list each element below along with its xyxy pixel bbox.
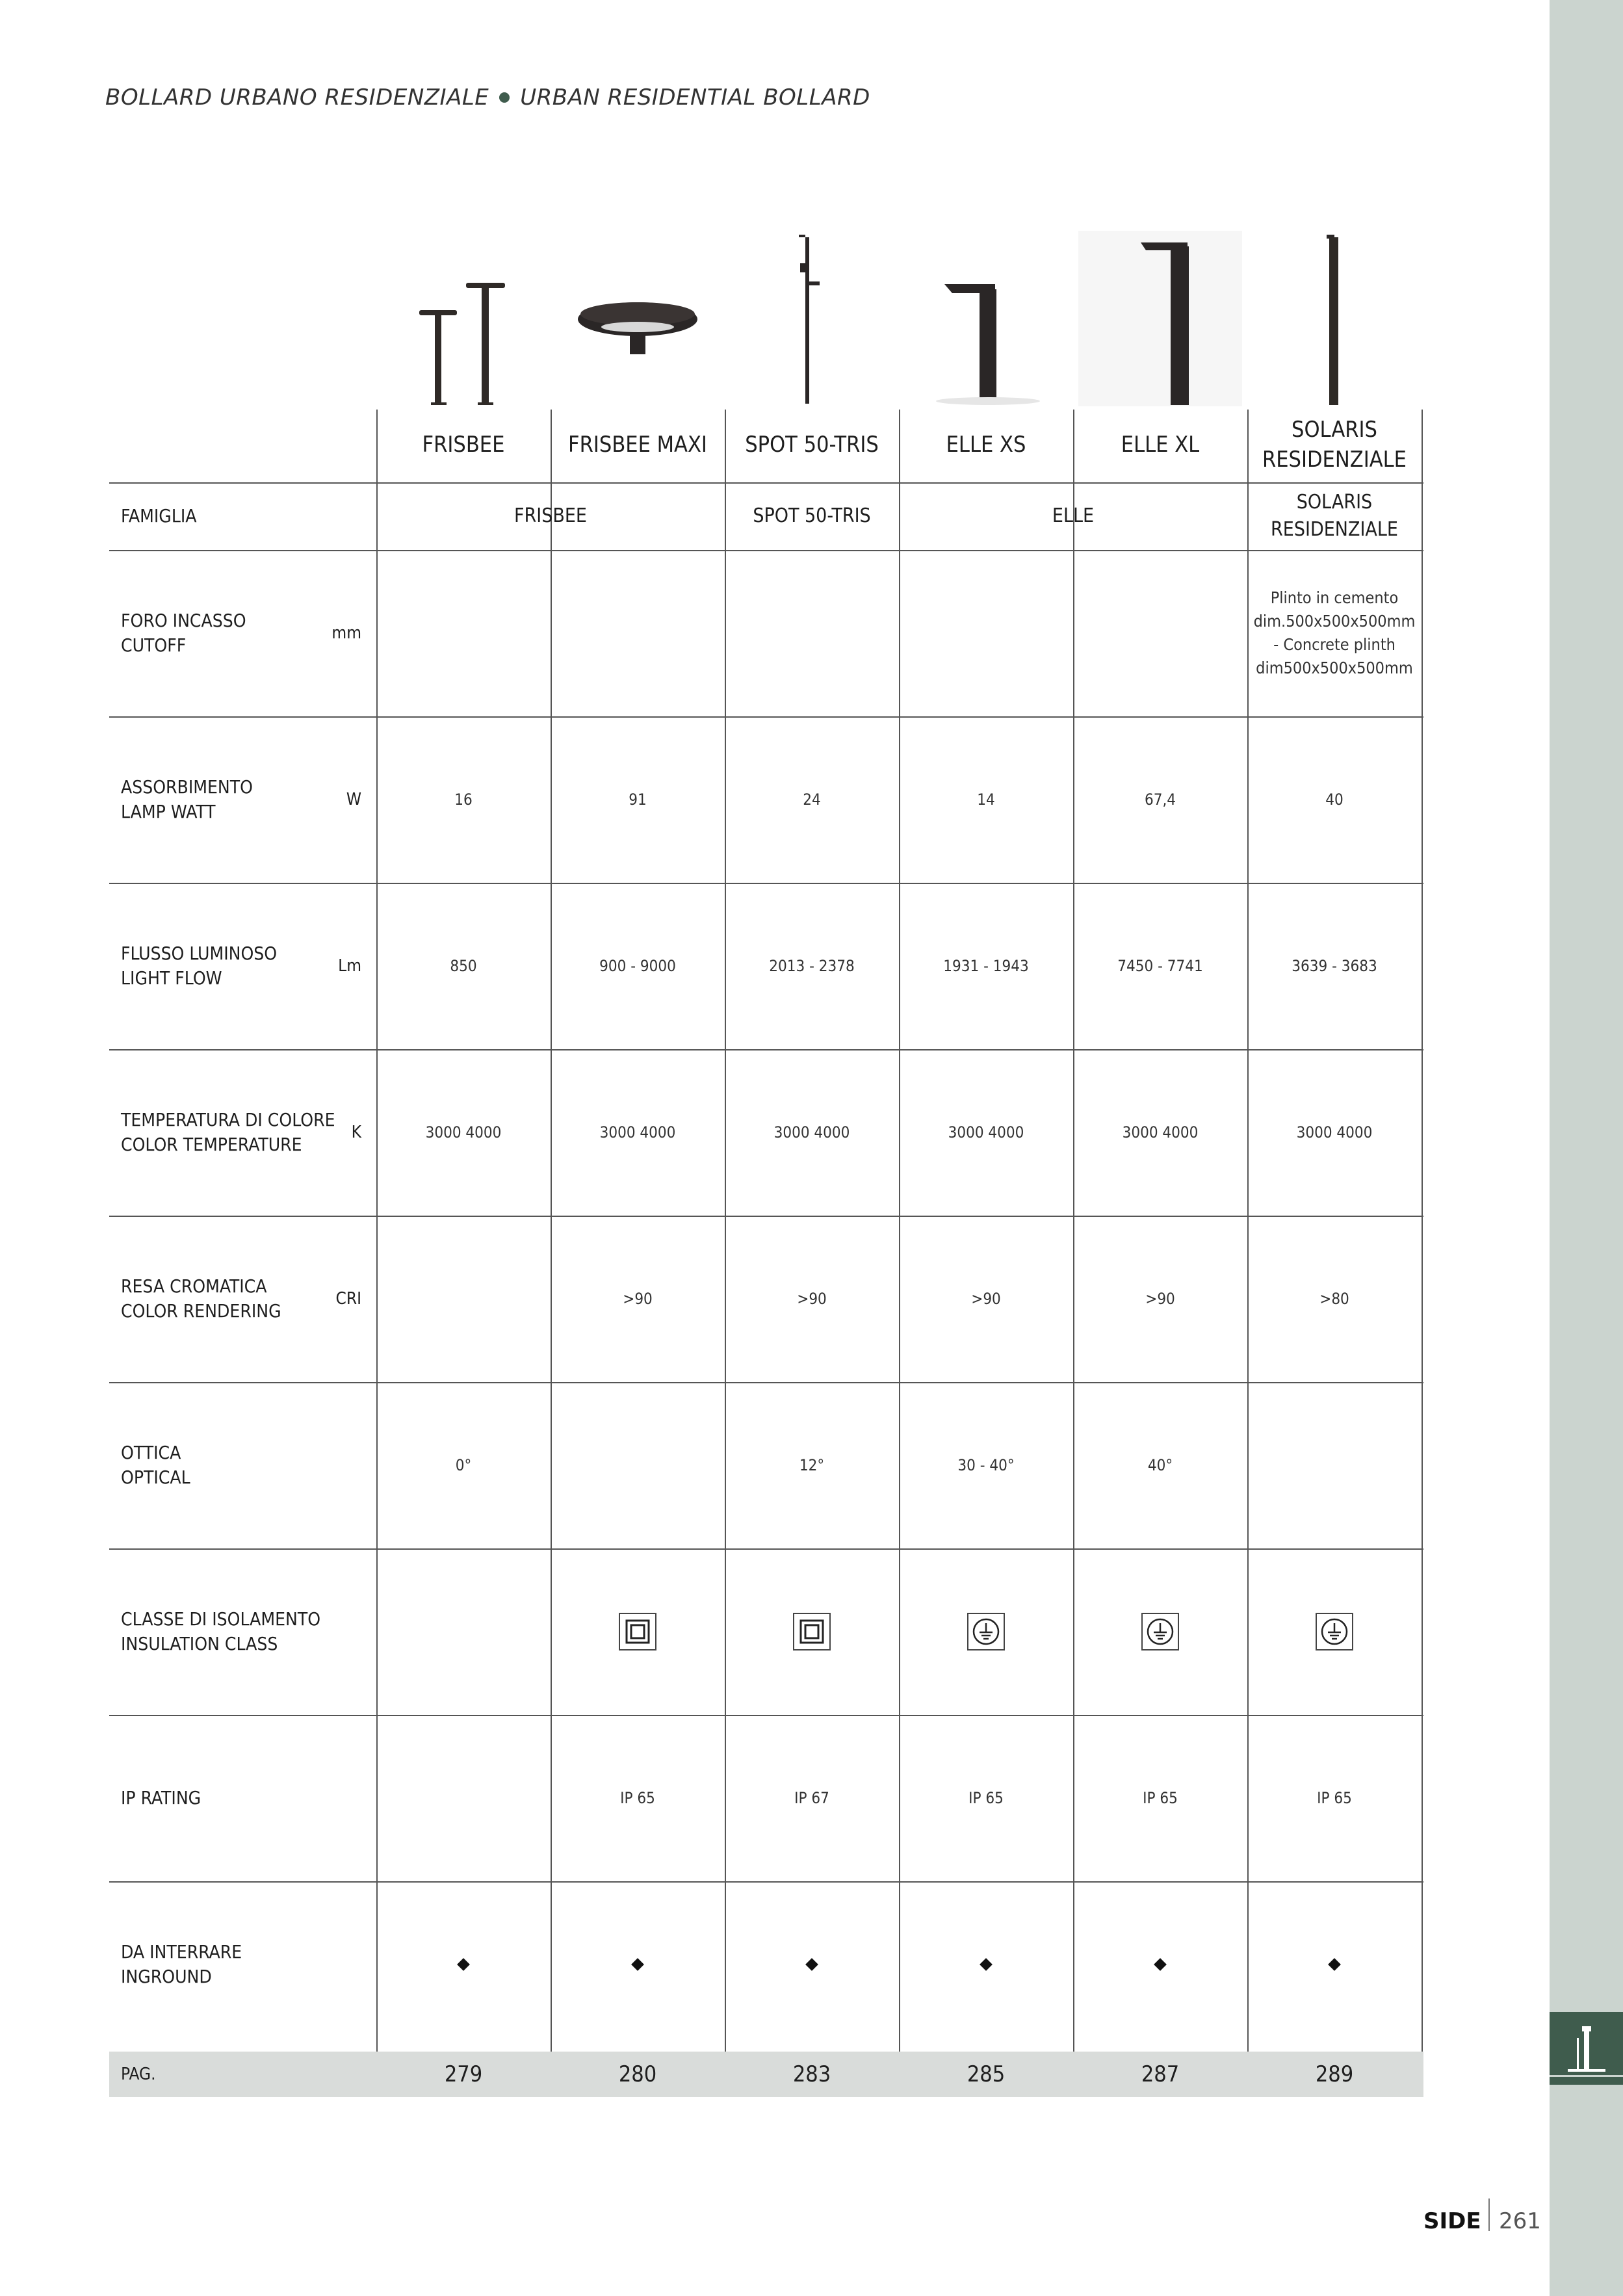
col-header-elle-xl: ELLE XL xyxy=(1121,432,1200,458)
elle-xs-bollard-icon xyxy=(899,231,1073,406)
spec-value: 16 xyxy=(454,790,473,809)
insulation-label: CLASSE DI ISOLAMENTO INSULATION CLASS xyxy=(121,1608,321,1654)
class-ii-double-insulation-icon xyxy=(551,1548,725,1715)
inground-cell xyxy=(899,1881,1073,2048)
spec-value: 40° xyxy=(1147,1456,1173,1474)
inground-cell xyxy=(1073,1881,1247,2048)
page-ref-elle-xl: 287 xyxy=(1141,2061,1180,2087)
section-tab xyxy=(1550,2012,1623,2085)
inground-cell xyxy=(376,1881,551,2048)
spec-value: >90 xyxy=(1145,1290,1175,1308)
section-tab-divider xyxy=(1550,2075,1623,2077)
spec-value: 3000 4000 xyxy=(599,1123,676,1141)
ip-value: IP 65 xyxy=(620,1789,655,1807)
spec-value: 12° xyxy=(799,1456,825,1474)
row-label: FORO INCASSO CUTOFF xyxy=(121,610,246,656)
spec-value: 24 xyxy=(803,790,821,809)
row-label: RESA CROMATICA COLOR RENDERING xyxy=(121,1275,281,1322)
header-dot xyxy=(499,92,510,103)
family-elle: ELLE xyxy=(1052,504,1095,527)
footer-separator xyxy=(1488,2198,1490,2231)
inground-cell xyxy=(551,1881,725,2048)
spec-value: 7450 - 7741 xyxy=(1117,957,1203,975)
ip-value: IP 65 xyxy=(1143,1789,1178,1807)
ip-value: IP 65 xyxy=(1317,1789,1352,1807)
row-label: FLUSSO LUMINOSO LIGHT FLOW xyxy=(121,943,278,989)
spec-value: 14 xyxy=(977,790,995,809)
diamond-icon xyxy=(980,1958,993,1971)
family-label: FAMIGLIA xyxy=(121,505,197,527)
class-ii-double-insulation-icon xyxy=(725,1548,899,1715)
spec-value: 3000 4000 xyxy=(425,1123,502,1141)
spec-value: 1931 - 1943 xyxy=(943,957,1029,975)
spec-value: >80 xyxy=(1319,1290,1349,1308)
page-ref-elle-xs: 285 xyxy=(967,2061,1006,2087)
row-label: ASSORBIMENTO LAMP WATT xyxy=(121,776,253,822)
row-label: OTTICA OPTICAL xyxy=(121,1442,190,1488)
spec-value: 0° xyxy=(455,1456,472,1474)
column-divider xyxy=(376,410,378,2052)
spec-value: 3000 4000 xyxy=(1296,1123,1373,1141)
page-ref-frisbee-maxi: 280 xyxy=(618,2061,657,2087)
col-header-solaris: SOLARIS RESIDENZIALE xyxy=(1262,417,1407,473)
ip-label: IP RATING xyxy=(121,1787,201,1809)
spec-value: 3000 4000 xyxy=(1122,1123,1199,1141)
class-i-earth-icon xyxy=(1073,1548,1247,1715)
spec-value: >90 xyxy=(623,1290,653,1308)
diamond-icon xyxy=(805,1958,818,1971)
spec-value: 2013 - 2378 xyxy=(769,957,855,975)
side-band xyxy=(1550,0,1623,2296)
page-ref-frisbee: 279 xyxy=(444,2061,483,2087)
family-solaris: SOLARIS RESIDENZIALE xyxy=(1271,491,1398,541)
spec-value: 3000 4000 xyxy=(773,1123,850,1141)
footer-page-number: 261 xyxy=(1499,2208,1541,2234)
diamond-icon xyxy=(631,1958,644,1971)
spec-value: 900 - 9000 xyxy=(599,957,676,975)
solaris-bollard-icon xyxy=(1247,231,1422,406)
page-ref-solaris: 289 xyxy=(1315,2061,1354,2087)
ip-value: IP 65 xyxy=(968,1789,1004,1807)
frisbee-bollard-icon xyxy=(376,231,551,406)
diamond-icon xyxy=(1154,1958,1167,1971)
header-english: URBAN RESIDENTIAL BOLLARD xyxy=(520,85,870,111)
diamond-icon xyxy=(457,1958,470,1971)
spot-pole-icon xyxy=(725,231,899,406)
row-unit: mm xyxy=(331,623,361,643)
row-unit: W xyxy=(346,790,361,809)
col-header-frisbee: FRISBEE xyxy=(422,432,505,458)
diamond-icon xyxy=(1328,1958,1341,1971)
bollard-section-icon xyxy=(1564,2022,1609,2074)
row-divider xyxy=(109,550,1423,551)
spec-value: Plinto in cemento dim.500x500x500mm - Concrete plinth dim500x500x500mm xyxy=(1253,588,1416,678)
spec-value: 3000 4000 xyxy=(948,1123,1024,1141)
ip-value: IP 67 xyxy=(794,1789,829,1807)
spec-value: 40 xyxy=(1325,790,1344,809)
col-header-elle-xs: ELLE XS xyxy=(946,432,1026,458)
class-i-earth-icon xyxy=(1247,1548,1422,1715)
inground-cell xyxy=(725,1881,899,2048)
page-header xyxy=(105,85,870,111)
row-unit: K xyxy=(351,1123,361,1142)
spec-value: 91 xyxy=(629,790,647,809)
spec-value: 3639 - 3683 xyxy=(1292,957,1377,975)
family-spot: SPOT 50-TRIS xyxy=(753,504,871,527)
spec-value: 67,4 xyxy=(1144,790,1176,809)
family-frisbee: FRISBEE xyxy=(514,504,587,527)
spec-value: >90 xyxy=(797,1290,827,1308)
page-ref-spot-50-tris: 283 xyxy=(792,2061,831,2087)
inground-label: DA INTERRARE INGROUND xyxy=(121,1941,242,1987)
row-unit: CRI xyxy=(335,1289,361,1309)
col-header-spot-50-tris: SPOT 50-TRIS xyxy=(745,432,879,458)
spec-value: >90 xyxy=(971,1290,1001,1308)
column-divider xyxy=(1422,410,1423,2052)
spec-value: 30 - 40° xyxy=(957,1456,1015,1474)
header-italian: BOLLARD URBANO RESIDENZIALE xyxy=(105,85,489,111)
frisbee-maxi-lamp-icon xyxy=(551,231,725,406)
class-i-earth-icon xyxy=(899,1548,1073,1715)
footer-brand: SIDE xyxy=(1423,2208,1481,2234)
row-unit: Lm xyxy=(338,956,361,976)
elle-xl-bollard-icon xyxy=(1073,231,1247,406)
inground-cell xyxy=(1247,1881,1422,2048)
spec-value: 850 xyxy=(450,957,477,975)
row-label: TEMPERATURA DI COLORE COLOR TEMPERATURE xyxy=(121,1109,335,1155)
page-ref-label: PAG. xyxy=(121,2065,156,2084)
col-header-frisbee-maxi: FRISBEE MAXI xyxy=(568,432,707,458)
